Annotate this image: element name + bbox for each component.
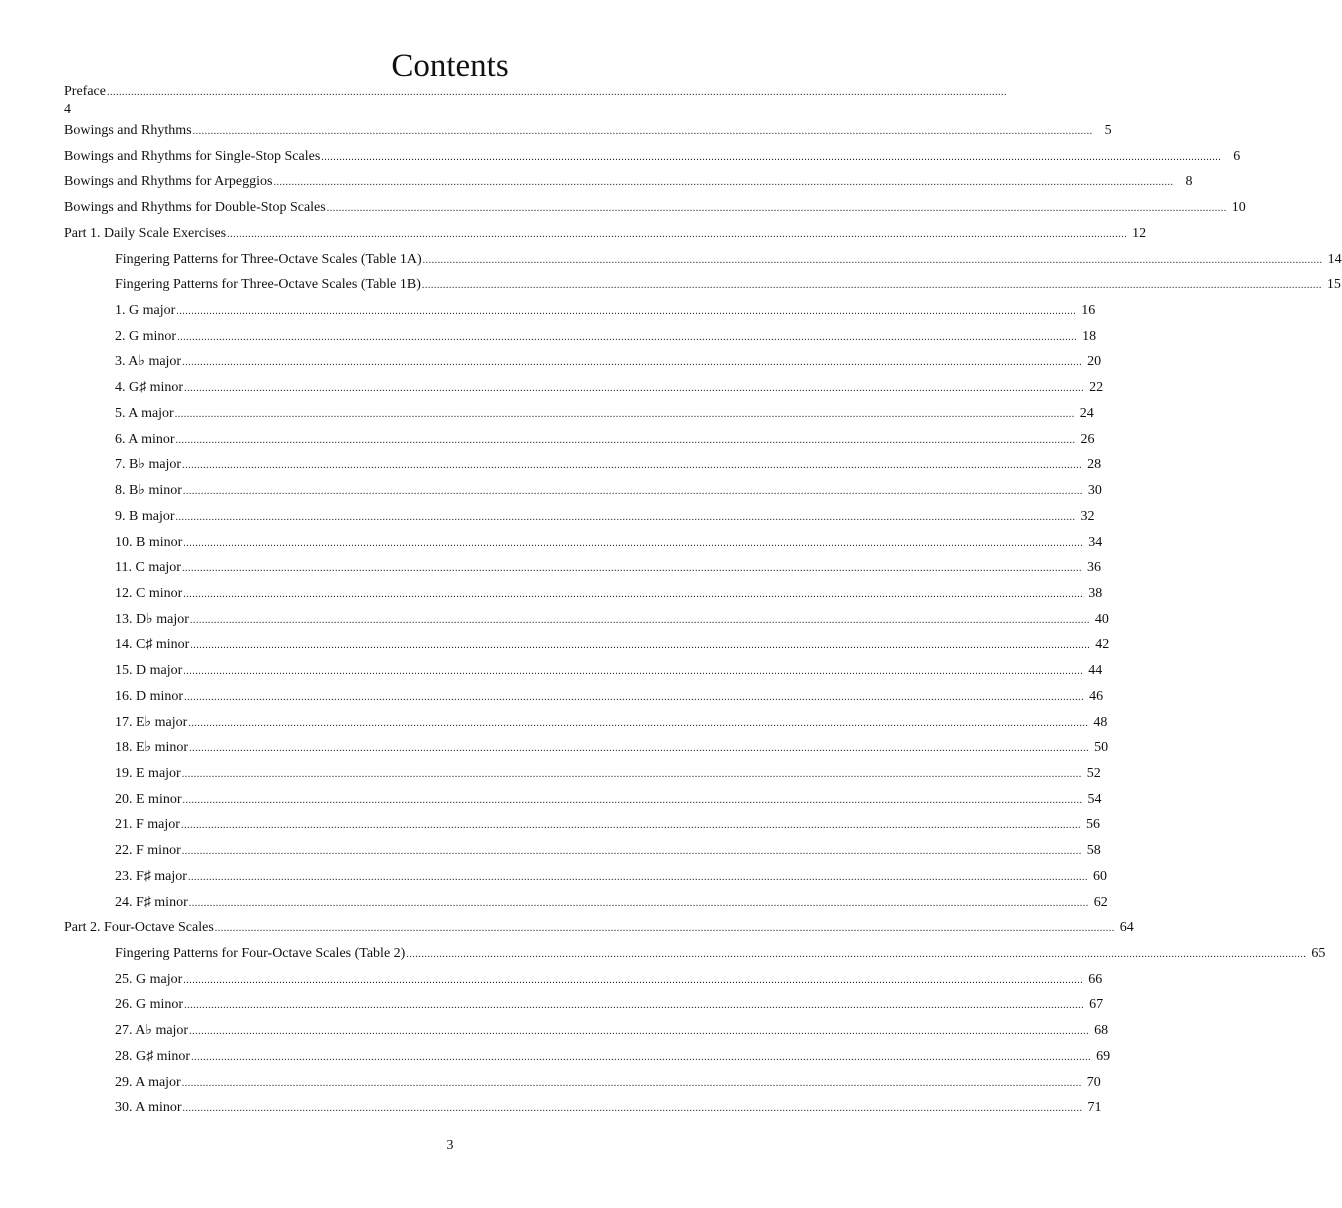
toc-entry[interactable] [64, 915, 1134, 941]
toc-entry[interactable] [115, 298, 1096, 324]
toc-entry-page: 4 [64, 102, 71, 117]
toc-entry[interactable] [115, 555, 1101, 581]
toc-entry-page: 5 [1104, 123, 1112, 138]
toc-entry[interactable] [115, 478, 1102, 504]
dot-leader: ............................................................................................................................................................................................................................................................................................................ [181, 768, 1082, 780]
toc-entry[interactable] [115, 324, 1097, 350]
toc-entry-page: 67 [1089, 997, 1104, 1013]
dot-leader: ............................................................................................................................................................................................................................................................................................................ [188, 717, 1089, 729]
toc-entry[interactable] [115, 967, 1103, 993]
toc-entry-label: Part 2. Four-Octave Scales [64, 920, 214, 936]
dot-leader: ............................................................................................................................................................................................................................................................................................................ [183, 666, 1084, 678]
toc-entry[interactable] [115, 504, 1095, 530]
toc-entry-label: 20. E minor [115, 791, 182, 807]
toc-entry-list [64, 118, 1342, 1121]
toc-entry-label: Fingering Patterns for Three-Octave Scales (Table 1B) [115, 277, 421, 293]
toc-entry[interactable] [115, 838, 1101, 864]
toc-entry-page: 48 [1093, 714, 1108, 730]
dot-leader: ............................................................................................................................................................................................................................................................................................................ [187, 871, 1088, 883]
toc-entry-page: 60 [1092, 868, 1107, 884]
dot-leader: ............................................................................................................................................................................................................................................................................................................ [181, 1077, 1082, 1089]
toc-entry[interactable] [115, 812, 1100, 838]
toc-entry[interactable] [115, 761, 1101, 787]
dot-leader: ............................................................................................................................................................................................................................................................................................................ [182, 460, 1083, 472]
toc-entry-label: 6. A minor [115, 431, 175, 447]
dot-leader: ............................................................................................................................................................................................................................................................................................................ [183, 537, 1084, 549]
toc-entry-label: 18. E♭ minor [115, 740, 189, 756]
toc-entry-page: 54 [1087, 791, 1102, 807]
toc-entry-label: 30. A minor [115, 1100, 182, 1116]
toc-entry-page: 34 [1088, 534, 1103, 550]
toc-entry-page: 66 [1088, 971, 1103, 987]
page-number: 3 [446, 1138, 454, 1153]
toc-entry[interactable] [115, 452, 1102, 478]
toc-entry-label: 24. F♯ minor [115, 894, 188, 910]
toc-entry-page: 65 [1311, 946, 1326, 961]
toc-entry-label: 2. G minor [115, 328, 177, 344]
toc-entry-label: 10. B minor [115, 534, 183, 550]
toc-entry[interactable] [64, 144, 1241, 170]
table-of-contents [64, 82, 1342, 1121]
toc-entry-page: 50 [1094, 740, 1109, 756]
dot-leader: ............................................................................................................................................................................................................................................................................................................ [182, 486, 1083, 498]
toc-entry[interactable] [115, 1070, 1101, 1096]
toc-entry-label: Fingering Patterns for Three-Octave Scales (Table 1A) [115, 251, 422, 267]
toc-entry-page: 46 [1089, 688, 1104, 704]
dot-leader: ............................................................................................................................................................................................................................................................................................................ [180, 820, 1081, 832]
toc-entry[interactable] [115, 735, 1109, 761]
toc-entry-label: 25. G major [115, 971, 183, 987]
toc-entry[interactable] [64, 118, 1112, 144]
toc-entry-page: 42 [1095, 637, 1110, 653]
toc-entry-label: 5. A major [115, 405, 174, 421]
toc-entry-page: 8 [1185, 174, 1193, 190]
toc-entry-page: 36 [1086, 560, 1101, 576]
toc-entry-label: 21. F major [115, 817, 180, 833]
toc-entry-page: 26 [1080, 431, 1095, 447]
toc-entry-label: 14. C♯ minor [115, 637, 190, 653]
toc-entry-label: 19. E major [115, 765, 181, 781]
toc-entry[interactable] [115, 864, 1107, 890]
dot-leader: ............................................................................................................................................................................................................................................................................................................ [182, 794, 1083, 806]
toc-entry-label: 1. G major [115, 303, 176, 319]
dot-leader: ............................................................................................................................................................................................................................................................................................................ [175, 511, 1076, 523]
toc-entry-label: Bowings and Rhythms for Double-Stop Scales [64, 200, 326, 216]
toc-entry-page: 6 [1233, 148, 1241, 164]
toc-entry-label: 28. G♯ minor [115, 1048, 191, 1064]
toc-entry[interactable] [115, 401, 1094, 427]
toc-entry[interactable] [64, 195, 1246, 221]
toc-entry-label: 13. D♭ major [115, 611, 189, 627]
page-title: Contents [391, 48, 509, 84]
toc-entry[interactable] [115, 375, 1104, 401]
toc-entry[interactable] [115, 684, 1104, 710]
toc-entry[interactable] [115, 632, 1110, 658]
toc-entry[interactable] [115, 247, 1342, 273]
toc-entry-page: 56 [1085, 817, 1100, 833]
dot-leader: ............................................................................................................................................................................................................................................................................................................ [189, 614, 1090, 626]
toc-entry[interactable] [115, 607, 1109, 633]
dot-leader: ............................................................................................................................................................................................................................................................................................................ [192, 126, 1093, 137]
toc-entry-label: 12. C minor [115, 585, 183, 601]
toc-entry-label: 17. E♭ major [115, 714, 188, 730]
dot-leader: ............................................................................................................................................................................................................................................................................................................ [214, 923, 1115, 935]
dot-leader: ............................................................................................................................................................................................................................................................................................................ [321, 151, 1222, 163]
dot-leader: ............................................................................................................................................................................................................................................................................................................ [190, 640, 1091, 652]
dot-leader: ............................................................................................................................................................................................................................................................................................................ [189, 1026, 1090, 1038]
toc-entry-page: 62 [1093, 894, 1108, 910]
toc-entry-label: 4. G♯ minor [115, 380, 184, 396]
toc-entry[interactable] [115, 992, 1104, 1018]
dot-leader: ............................................................................................................................................................................................................................................................................................................ [227, 228, 1128, 240]
toc-entry[interactable] [115, 1095, 1102, 1121]
toc-entry-label: 11. C major [115, 560, 181, 576]
toc-entry-page: 14 [1327, 251, 1342, 267]
dot-leader: ............................................................................................................................................................................................................................................................................................................ [177, 331, 1078, 343]
dot-leader: ............................................................................................................................................................................................................................................................................................................ [176, 306, 1077, 318]
toc-entry[interactable] [115, 427, 1095, 453]
toc-entry[interactable] [115, 581, 1103, 607]
toc-entry-label: 7. B♭ major [115, 457, 182, 473]
dot-leader: ............................................................................................................................................................................................................................................................................................................ [326, 203, 1227, 215]
toc-entry-page: 12 [1132, 225, 1147, 241]
toc-entry-page: 10 [1231, 200, 1246, 216]
toc-entry-label: 9. B major [115, 508, 175, 524]
dot-leader: ............................................................................................................................................................................................................................................................................................................ [191, 1051, 1092, 1063]
dot-leader: ............................................................................................................................................................................................................................................................................................................ [183, 588, 1084, 600]
toc-entry-label: 23. F♯ major [115, 868, 187, 884]
toc-entry[interactable] [115, 1018, 1109, 1044]
toc-entry[interactable] [115, 349, 1102, 375]
dot-leader: ............................................................................................................................................................................................................................................................................................................ [181, 846, 1082, 858]
toc-entry-page: 15 [1326, 277, 1341, 293]
dot-leader: ............................................................................................................................................................................................................................................................................................................ [184, 691, 1085, 703]
toc-entry-label: 15. D major [115, 663, 183, 679]
toc-entry-page: 58 [1086, 843, 1101, 859]
toc-entry-label: 22. F minor [115, 843, 181, 859]
dot-leader: ............................................................................................................................................................................................................................................................................................................ [188, 897, 1089, 909]
toc-entry-page: 32 [1080, 508, 1095, 524]
toc-entry-label: 3. A♭ major [115, 354, 182, 370]
dot-leader: ............................................................................................................................................................................................................................................................................................................ [273, 177, 1174, 189]
dot-leader: ............................................................................................................................................................................................................................................................................................................ [106, 87, 1007, 98]
toc-entry-label: 8. B♭ minor [115, 483, 182, 499]
toc-entry-page: 52 [1086, 765, 1101, 781]
dot-leader: ............................................................................................................................................................................................................................................................................................................ [182, 357, 1083, 369]
toc-entry-page: 24 [1079, 405, 1094, 421]
toc-entry[interactable] [115, 530, 1103, 556]
toc-entry-page: 64 [1119, 920, 1134, 936]
dot-leader: ............................................................................................................................................................................................................................................................................................................ [184, 383, 1085, 395]
dot-leader: ............................................................................................................................................................................................................................................................................................................ [175, 434, 1076, 446]
toc-entry-page: 70 [1086, 1074, 1101, 1090]
toc-entry-page: 30 [1087, 483, 1102, 499]
dot-leader: ............................................................................................................................................................................................................................................................................................................ [174, 408, 1075, 420]
toc-entry[interactable] [115, 890, 1108, 916]
toc-entry-label: Bowings and Rhythms for Arpeggios [64, 174, 273, 190]
toc-entry-page: 18 [1082, 328, 1097, 344]
toc-entry-label: Bowings and Rhythms for Single-Stop Scales [64, 148, 321, 164]
toc-entry-page: 69 [1096, 1048, 1111, 1064]
toc-entry-preface[interactable] [64, 82, 1007, 102]
toc-entry[interactable] [64, 221, 1147, 247]
dot-leader: ............................................................................................................................................................................................................................................................................................................ [184, 1000, 1085, 1012]
dot-leader: ............................................................................................................................................................................................................................................................................................................ [181, 563, 1082, 575]
dot-leader: ............................................................................................................................................................................................................................................................................................................ [182, 1103, 1083, 1115]
toc-entry-page: 22 [1089, 380, 1104, 396]
toc-entry-page: 44 [1088, 663, 1103, 679]
toc-entry-page: 38 [1088, 585, 1103, 601]
toc-entry[interactable] [115, 1044, 1111, 1070]
toc-entry[interactable] [64, 169, 1193, 195]
toc-entry[interactable] [115, 710, 1108, 736]
toc-entry-label: 27. A♭ major [115, 1023, 189, 1039]
toc-entry-label: 26. G minor [115, 997, 184, 1013]
toc-entry-page: 40 [1094, 611, 1109, 627]
toc-entry-label: 29. A major [115, 1074, 181, 1090]
toc-entry-label: Fingering Patterns for Four-Octave Scales (Table 2) [115, 946, 406, 961]
toc-entry-label: Preface [64, 84, 106, 99]
toc-entry[interactable] [115, 272, 1341, 298]
dot-leader: ............................................................................................................................................................................................................................................................................................................ [422, 254, 1323, 266]
dot-leader: ............................................................................................................................................................................................................................................................................................................ [421, 280, 1322, 292]
toc-entry-page: 71 [1087, 1100, 1102, 1116]
toc-entry-label: 16. D minor [115, 688, 184, 704]
toc-entry-page: 16 [1081, 303, 1096, 319]
dot-leader: ............................................................................................................................................................................................................................................................................................................ [406, 949, 1307, 960]
dot-leader: ............................................................................................................................................................................................................................................................................................................ [189, 743, 1090, 755]
toc-entry-page: 28 [1087, 457, 1102, 473]
toc-entry-label: Part 1. Daily Scale Exercises [64, 225, 227, 241]
toc-entry[interactable] [115, 658, 1103, 684]
toc-entry[interactable] [115, 941, 1326, 967]
toc-entry-label: Bowings and Rhythms [64, 123, 192, 138]
toc-entry-page: 20 [1087, 354, 1102, 370]
dot-leader: ............................................................................................................................................................................................................................................................................................................ [183, 974, 1084, 986]
toc-entry-page: 68 [1094, 1023, 1109, 1039]
toc-entry[interactable] [115, 787, 1102, 813]
